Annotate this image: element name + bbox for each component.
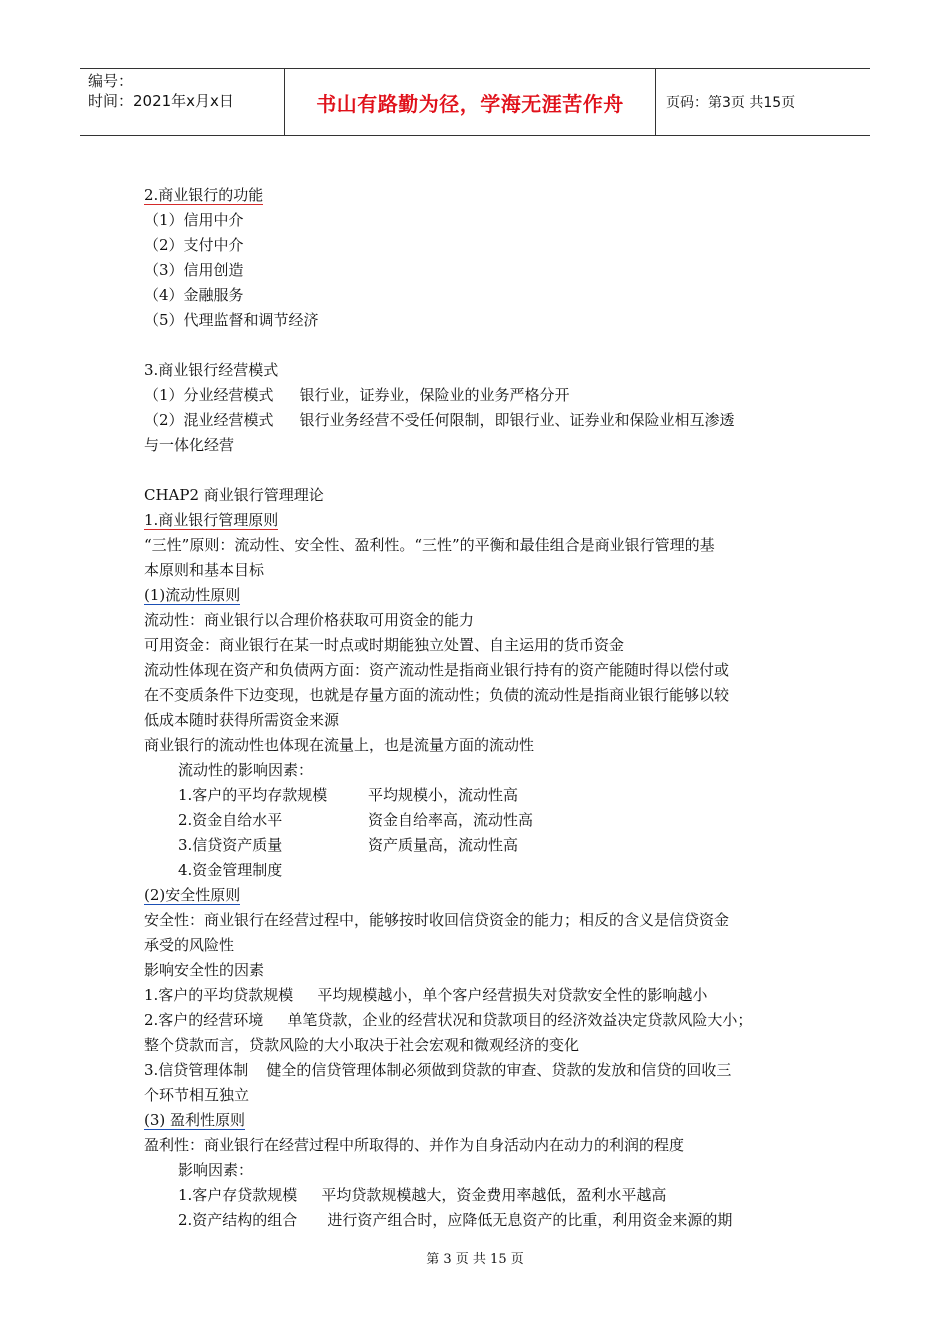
- list-item: （2）支付中介: [144, 236, 244, 254]
- factor-row: 2.客户的经营环境 单笔贷款，企业的经营状况和贷款项目的经济效益决定贷款风险大小；: [144, 1011, 753, 1029]
- paragraph-line: 承受的风险性: [144, 936, 235, 954]
- paragraph-line: 与一体化经营: [144, 436, 235, 454]
- subsection-title: (1)流动性原则: [144, 586, 241, 604]
- chapter-title: CHAP2 商业银行管理理论: [144, 486, 324, 504]
- paragraph-line: 流动性体现在资产和负债两方面：资产流动性是指商业银行持有的资产能随时得以偿付或: [144, 661, 730, 679]
- list-item: （1）信用中介: [144, 211, 244, 229]
- factor-row: 3.信贷管理体制 健全的信贷管理体制必须做到贷款的审查、贷款的发放和信贷的回收三: [144, 1061, 732, 1079]
- section-title: 2.商业银行的功能: [144, 186, 264, 204]
- list-item: （4）金融服务: [144, 286, 244, 304]
- list-item: （1）分业经营模式 银行业，证券业，保险业的业务严格分开: [144, 386, 570, 404]
- section-title: 3.商业银行经营模式: [144, 361, 279, 379]
- blank-line: [144, 458, 814, 483]
- factor-row: 2.资金自给水平 资金自给率高，流动性高: [178, 811, 534, 829]
- paragraph-line: “三性”原则：流动性、安全性、盈利性。“三性”的平衡和最佳组合是商业银行管理的基: [144, 536, 715, 554]
- list-item: （2）混业经营模式 银行业务经营不受任何限制，即银行业、证券业和保险业相互渗透: [144, 411, 735, 429]
- factor-row: 2.资产结构的组合 进行资产组合时，应降低无息资产的比重，利用资金来源的期: [178, 1211, 733, 1229]
- paragraph-line: 整个贷款而言，贷款风险的大小取决于社会宏观和微观经济的变化: [144, 1036, 580, 1054]
- factor-row: 3.信贷资产质量 资产质量高，流动性高: [178, 836, 519, 854]
- paragraph-line: 本原则和基本目标: [144, 561, 265, 579]
- paragraph-line: 影响安全性的因素: [144, 961, 265, 979]
- blank-line: [144, 333, 814, 358]
- page-label: 页码：第3页 共15页: [666, 95, 796, 111]
- paragraph-line: 低成本随时获得所需资金来源: [144, 711, 340, 729]
- paragraph-line: 盈利性：商业银行在经营过程中所取得的、并作为自身活动内在动力的利润的程度: [144, 1136, 685, 1154]
- factor-row: 1.客户存贷款规模 平均贷款规模越大，资金费用率越低，盈利水平越高: [178, 1186, 667, 1204]
- time-label: 时间：2021年x月x日: [88, 92, 234, 110]
- subsection-title: (2)安全性原则: [144, 886, 241, 904]
- paragraph-line: 在不变质条件下边变现，也就是存量方面的流动性；负债的流动性是指商业银行能够以较: [144, 686, 730, 704]
- paragraph-line: 可用资金：商业银行在某一时点或时期能独立处置、自主运用的货币资金: [144, 636, 625, 654]
- section-title: 1.商业银行管理原则: [144, 511, 279, 529]
- page-footer: 第 3 页 共 15 页: [426, 1252, 524, 1267]
- header-motto-cell: [284, 69, 656, 135]
- subsection-title: (3) 盈利性原则: [144, 1111, 246, 1129]
- factor-row: 1.客户的平均存款规模 平均规模小，流动性高: [178, 786, 519, 804]
- paragraph-line: 安全性：商业银行在经营过程中，能够按时收回信贷资金的能力；相反的含义是信贷资金: [144, 911, 730, 929]
- paragraph-line: 流动性：商业银行以合理价格获取可用资金的能力: [144, 611, 475, 629]
- list-item: （5）代理监督和调节经济: [144, 311, 319, 329]
- factor-row: 1.客户的平均贷款规模 平均规模越小，单个客户经营损失对贷款安全性的影响越小: [144, 986, 708, 1004]
- header-meta: [80, 69, 284, 135]
- page-header: [80, 68, 870, 136]
- number-label: 编号：: [88, 72, 134, 90]
- list-item: （3）信用创造: [144, 261, 244, 279]
- paragraph-line: 个环节相互独立: [144, 1086, 250, 1104]
- factor-row: 4.资金管理制度: [178, 861, 283, 879]
- paragraph-line: 商业银行的流动性也体现在流量上，也是流量方面的流动性: [144, 736, 535, 754]
- factors-title: 影响因素：: [178, 1161, 254, 1179]
- header-page-cell: [656, 69, 870, 135]
- motto: 书山有路勤为径，学海无涯苦作舟: [316, 91, 624, 116]
- factors-title: 流动性的影响因素：: [178, 761, 314, 779]
- document-body: [144, 183, 814, 1233]
